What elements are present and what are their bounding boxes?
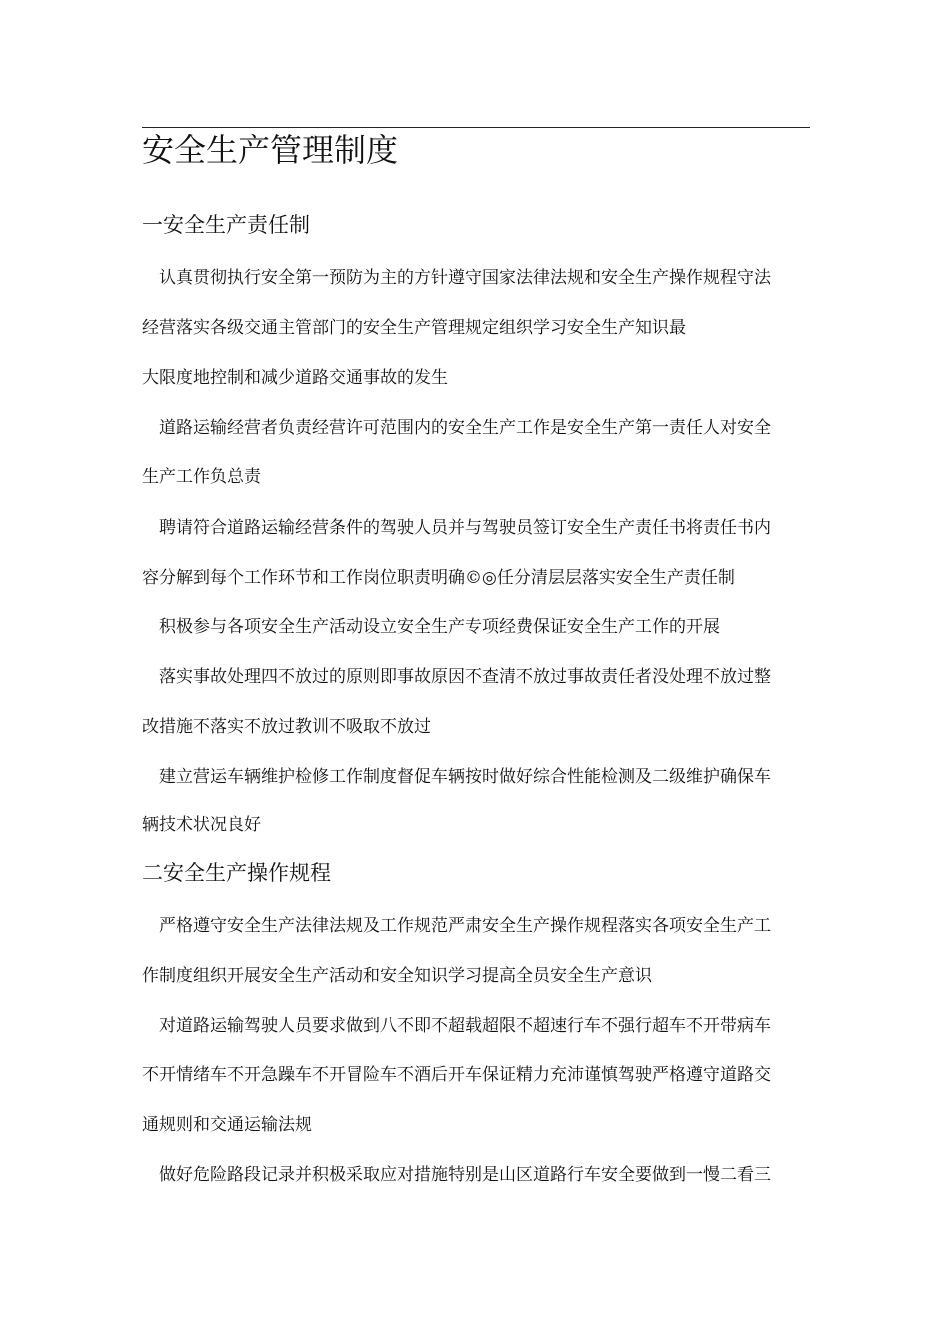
section-heading-operating-rules: 二安全生产操作规程 — [142, 861, 331, 885]
paragraph-line: 积极参与各项安全生产活动设立安全生产专项经费保证安全生产工作的开展 — [159, 617, 720, 637]
paragraph-line: 落实事故处理四不放过的原则即事故原因不查清不放过事故责任者没处理不放过整 — [159, 667, 771, 687]
paragraph-line: 聘请符合道路运输经营条件的驾驶人员并与驾驶员签订安全生产责任书将责任书内 — [159, 518, 771, 538]
paragraph-line: 通规则和交通运输法规 — [142, 1115, 312, 1135]
paragraph-line: 作制度组织开展安全生产活动和安全知识学习提高全员安全生产意识 — [142, 966, 652, 986]
paragraph-line: 辆技术状况良好 — [142, 815, 261, 835]
paragraph-line: 容分解到每个工作环节和工作岗位职责明确©◎任分清层层落实安全生产责任制 — [142, 568, 735, 588]
paragraph-line: 建立营运车辆维护检修工作制度督促车辆按时做好综合性能检测及二级维护确保车 — [159, 767, 771, 787]
paragraph-line: 道路运输经营者负责经营许可范围内的安全生产工作是安全生产第一责任人对安全 — [159, 418, 771, 438]
paragraph-line: 做好危险路段记录并积极采取应对措施特别是山区道路行车安全要做到一慢二看三 — [159, 1165, 771, 1185]
paragraph-line: 生产工作负总责 — [142, 467, 261, 487]
paragraph-line: 认真贯彻执行安全第一预防为主的方针遵守国家法律法规和安全生产操作规程守法 — [159, 268, 771, 288]
paragraph-line: 对道路运输驾驶人员要求做到八不即不超载超限不超速行车不强行超车不开带病车 — [159, 1016, 771, 1036]
section-heading-responsibility: 一安全生产责任制 — [142, 213, 310, 237]
paragraph-line: 严格遵守安全生产法律法规及工作规范严肃安全生产操作规程落实各项安全生产工 — [159, 916, 771, 936]
paragraph-line: 大限度地控制和减少道路交通事故的发生 — [142, 368, 448, 388]
paragraph-line: 改措施不落实不放过教训不吸取不放过 — [142, 717, 431, 737]
document-title: 安全生产管理制度 — [142, 131, 399, 169]
paragraph-line: 经营落实各级交通主管部门的安全生产管理规定组织学习安全生产知识最 — [142, 318, 686, 338]
paragraph-line: 不开情绪车不开急躁车不开冒险车不酒后开车保证精力充沛谨慎驾驶严格遵守道路交 — [142, 1065, 771, 1085]
